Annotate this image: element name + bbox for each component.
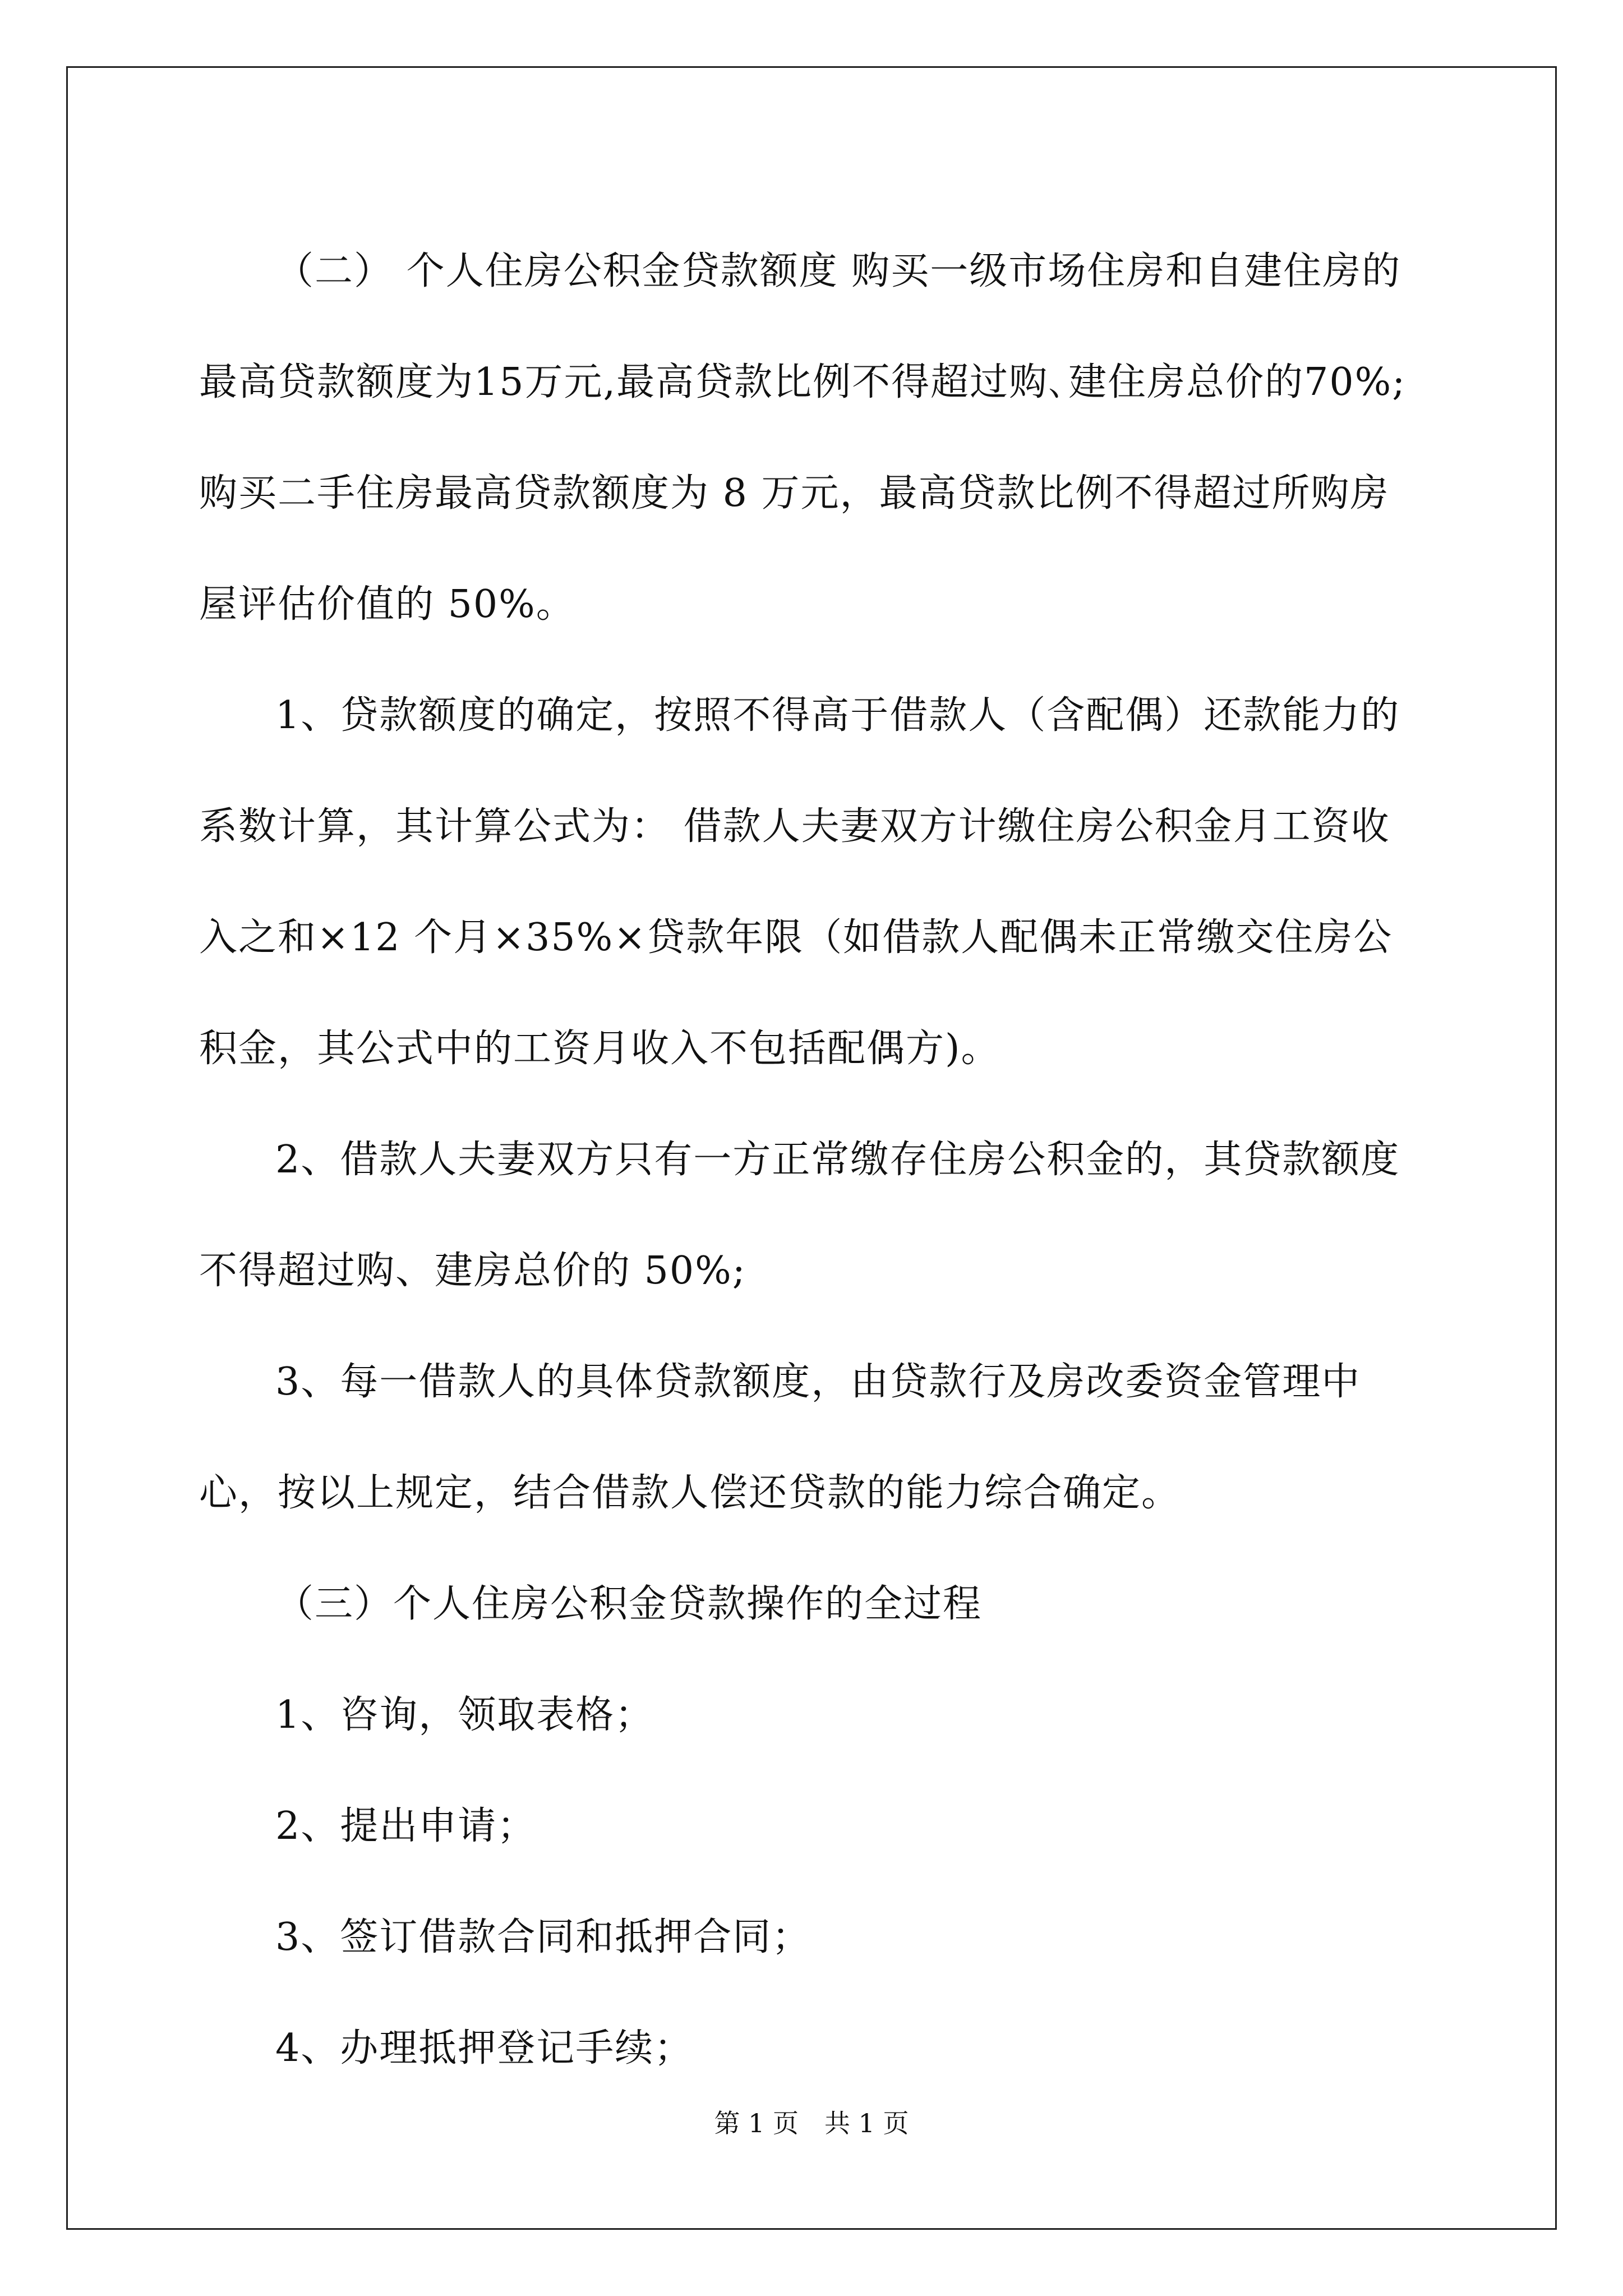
- paragraph-item-3: 3、每一借款人的具体贷款额度，由贷款行及房改委资金管理中心，按以上规定，结合借款人偿还贷款的能力综合确定。: [199, 1360, 1361, 1515]
- page-footer: 第 1 页 共 1 页: [714, 2108, 909, 2138]
- paragraph-item-2: 2、借款人夫妻双方只有一方正常缴存住房公积金的，其贷款额度不得超过购、建房总价的 50%;: [199, 1138, 1400, 1293]
- step-consult: 1、咨询，领取表格；: [275, 1693, 654, 1737]
- step-apply: 2、提出申请；: [275, 1804, 537, 1848]
- section-heading-process: （三）个人住房公积金贷款操作的全过程: [275, 1582, 983, 1626]
- paragraph-loan-amount: （二） 个人住房公积金贷款额度 购买一级市场住房和自建住房的最高贷款额度为15万元,最高贷款比例不得超过购､建住房总价的70%;购买二手住房最高贷款额度为 8 万元，最高贷款比例不得超过所购房屋评估价值的 50%。: [199, 249, 1407, 627]
- paragraph-item-1: 1、贷款额度的确定，按照不得高于借款人（含配偶）还款能力的系数计算，其计算公式为： 借款人夫妻双方计缴住房公积金月工资收入之和×12 个月×35%×贷款年限（如借款人配偶未正常缴交住房公积金，其公式中的工资月收入不包括配偶方)。: [199, 693, 1400, 1071]
- document-body: [199, 216, 1427, 2104]
- step-sign-contract: 3、签订借款合同和抵押合同；: [275, 1915, 811, 1959]
- step-mortgage-registration: 4、办理抵押登记手续；: [275, 2026, 694, 2070]
